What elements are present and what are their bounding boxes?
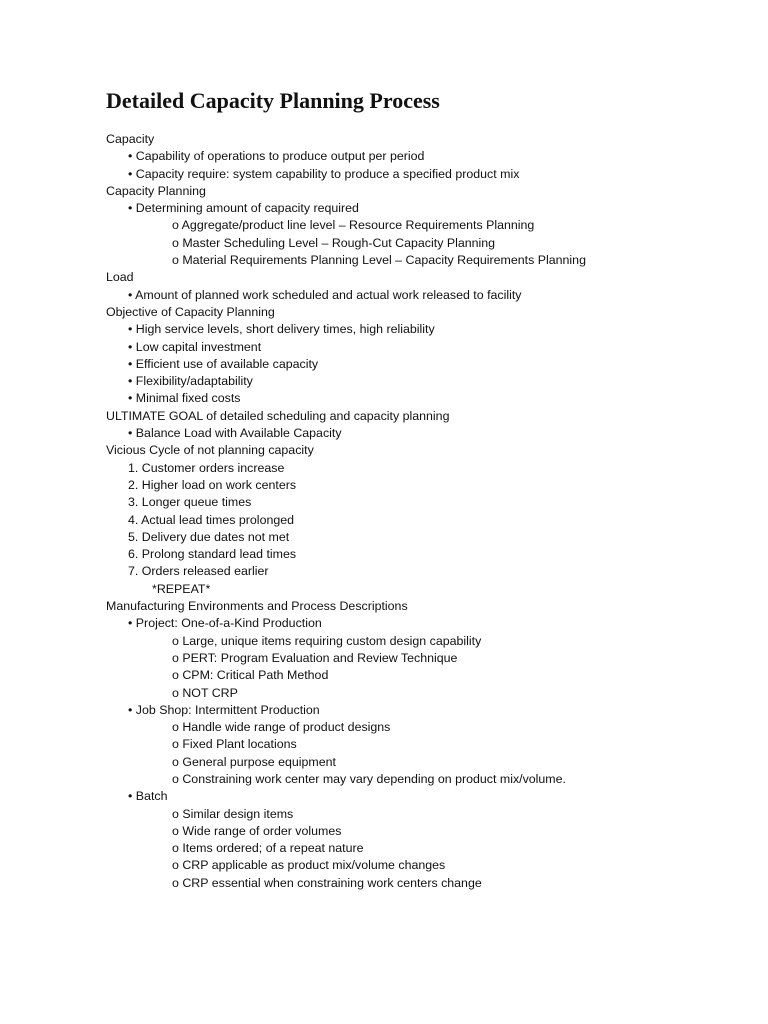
bullet-marker: • xyxy=(128,426,133,441)
line-text: General purpose equipment xyxy=(182,754,336,769)
sub-bullet-item xyxy=(0,235,768,252)
line-text: Low capital investment xyxy=(135,339,262,354)
circle-marker: o xyxy=(172,771,179,786)
circle-marker: o xyxy=(172,858,179,873)
sub-bullet-item xyxy=(0,736,768,753)
line-text: Efficient use of available capacity xyxy=(135,356,319,371)
circle-marker: o xyxy=(172,875,179,890)
line-text: Load xyxy=(106,270,134,285)
line-text: Wide range of order volumes xyxy=(182,823,342,838)
bullet-item xyxy=(0,460,768,477)
line-text: CPM: Critical Path Method xyxy=(182,668,329,683)
sub-bullet-item xyxy=(0,806,768,823)
sub-bullet-item xyxy=(0,252,768,269)
sub-bullet-item xyxy=(0,633,768,650)
number-marker: 2. xyxy=(128,477,139,492)
line-text: Items ordered; of a repeat nature xyxy=(182,841,364,856)
sub-bullet-item xyxy=(0,754,768,771)
section-heading xyxy=(0,131,768,148)
sub-bullet-item xyxy=(0,875,768,892)
bullet-item xyxy=(0,512,768,529)
bullet-marker: • xyxy=(128,356,133,371)
sub-bullet-item xyxy=(0,823,768,840)
bullet-item xyxy=(0,321,768,338)
bullet-marker: • xyxy=(128,391,133,406)
content-outline xyxy=(0,131,768,892)
section-heading xyxy=(0,269,768,286)
line-text: Flexibility/adaptability xyxy=(135,374,253,389)
sub-bullet-item xyxy=(0,667,768,684)
bullet-item xyxy=(0,563,768,580)
line-text: NOT CRP xyxy=(182,685,238,700)
line-text: Master Scheduling Level – Rough-Cut Capacity Planning xyxy=(182,235,496,250)
line-text: Vicious Cycle of not planning capacity xyxy=(106,443,314,458)
sub-bullet-item xyxy=(0,685,768,702)
line-text: Capability of operations to produce output per period xyxy=(135,149,425,164)
circle-marker: o xyxy=(172,737,179,752)
bullet-item xyxy=(0,148,768,165)
bullet-item xyxy=(0,615,768,632)
circle-marker: o xyxy=(172,841,179,856)
line-text: Longer queue times xyxy=(141,495,252,510)
bullet-item xyxy=(0,356,768,373)
bullet-marker: • xyxy=(128,166,133,181)
circle-marker: o xyxy=(172,253,179,268)
line-text: Determining amount of capacity required xyxy=(135,201,359,216)
bullet-marker: • xyxy=(128,789,133,804)
bullet-item xyxy=(0,529,768,546)
line-text: Orders released earlier xyxy=(141,564,269,579)
line-text: Manufacturing Environments and Process Descriptions xyxy=(106,599,408,614)
circle-marker: o xyxy=(172,668,179,683)
line-text: Project: One-of-a-Kind Production xyxy=(135,616,322,631)
line-text: ULTIMATE GOAL of detailed scheduling and capacity planning xyxy=(106,408,450,423)
bullet-item xyxy=(0,166,768,183)
line-text: Prolong standard lead times xyxy=(141,547,297,562)
line-text: Large, unique items requiring custom design capability xyxy=(182,633,482,648)
bullet-marker: • xyxy=(128,322,133,337)
page-title: Detailed Capacity Planning Process xyxy=(106,88,440,113)
number-marker: 6. xyxy=(128,547,139,562)
line-text: Capacity Planning xyxy=(106,183,206,198)
bullet-marker: • xyxy=(128,339,133,354)
bullet-item xyxy=(0,373,768,390)
circle-marker: o xyxy=(172,235,179,250)
bullet-item xyxy=(0,494,768,511)
line-text: Fixed Plant locations xyxy=(182,737,297,752)
bullet-marker: • xyxy=(128,702,133,717)
sub-bullet-item xyxy=(0,650,768,667)
line-text: Balance Load with Available Capacity xyxy=(135,426,342,441)
section-heading xyxy=(0,408,768,425)
line-text: Capacity xyxy=(106,132,155,146)
bullet-item xyxy=(0,425,768,442)
bullet-item xyxy=(0,287,768,304)
sub-bullet-item xyxy=(0,719,768,736)
section-heading xyxy=(0,442,768,459)
line-text: Job Shop: Intermittent Production xyxy=(135,702,320,717)
number-marker: 5. xyxy=(128,529,139,544)
bullet-marker: • xyxy=(128,149,133,164)
number-marker: 1. xyxy=(128,460,139,475)
line-text: Objective of Capacity Planning xyxy=(106,304,275,319)
number-marker: 7. xyxy=(128,564,139,579)
bullet-item xyxy=(0,200,768,217)
bullet-marker: • xyxy=(128,287,133,302)
line-text: CRP applicable as product mix/volume changes xyxy=(182,858,446,873)
sub-bullet-item xyxy=(0,217,768,234)
circle-marker: o xyxy=(172,218,179,233)
bullet-item xyxy=(0,546,768,563)
line-text: High service levels, short delivery times, high reliability xyxy=(135,322,435,337)
line-text: Higher load on work centers xyxy=(141,477,297,492)
bullet-item xyxy=(0,788,768,805)
line-text: Material Requirements Planning Level – Capacity Requirements Planning xyxy=(182,253,586,268)
bullet-item xyxy=(0,339,768,356)
bullet-marker: • xyxy=(128,201,133,216)
line-text: Similar design items xyxy=(182,806,294,821)
line-text: PERT: Program Evaluation and Review Technique xyxy=(182,650,458,665)
circle-marker: o xyxy=(172,685,179,700)
number-marker: 4. xyxy=(128,512,139,527)
section-heading xyxy=(0,598,768,615)
line-text: Batch xyxy=(135,789,168,804)
sub-bullet-item xyxy=(0,857,768,874)
bullet-marker: • xyxy=(128,374,133,389)
number-marker: 3. xyxy=(128,495,139,510)
repeat-note xyxy=(0,581,768,598)
section-heading xyxy=(0,183,768,200)
circle-marker: o xyxy=(172,806,179,821)
line-text: Amount of planned work scheduled and actual work released to facility xyxy=(135,287,522,302)
line-text: *REPEAT* xyxy=(152,581,211,596)
line-text: Customer orders increase xyxy=(141,460,285,475)
bullet-item xyxy=(0,702,768,719)
line-text: Aggregate/product line level – Resource Requirements Planning xyxy=(181,218,535,233)
bullet-item xyxy=(0,390,768,407)
circle-marker: o xyxy=(172,754,179,769)
circle-marker: o xyxy=(172,633,179,648)
section-heading xyxy=(0,304,768,321)
line-text: Handle wide range of product designs xyxy=(182,720,391,735)
line-text: Minimal fixed costs xyxy=(135,391,241,406)
line-text: CRP essential when constraining work centers change xyxy=(182,875,482,890)
bullet-item xyxy=(0,477,768,494)
line-text: Constraining work center may vary depending on product mix/volume. xyxy=(182,771,566,786)
line-text: Capacity require: system capability to produce a specified product mix xyxy=(135,166,520,181)
circle-marker: o xyxy=(172,720,179,735)
bullet-marker: • xyxy=(128,616,133,631)
sub-bullet-item xyxy=(0,840,768,857)
sub-bullet-item xyxy=(0,771,768,788)
line-text: Actual lead times prolonged xyxy=(141,512,295,527)
circle-marker: o xyxy=(172,823,179,838)
circle-marker: o xyxy=(172,650,179,665)
line-text: Delivery due dates not met xyxy=(141,529,290,544)
